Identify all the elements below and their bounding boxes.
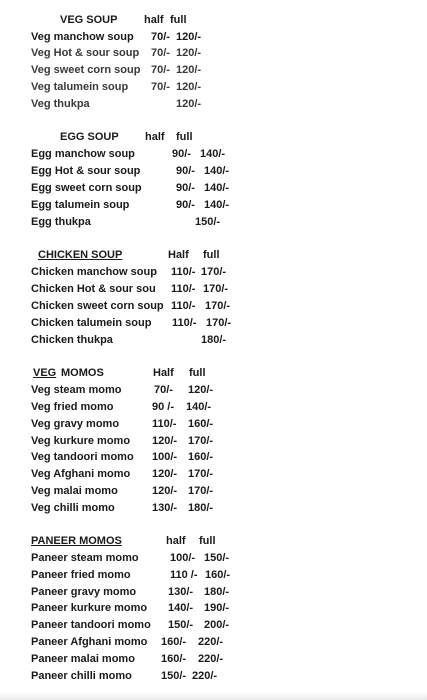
item-name: Egg manchow soup	[31, 148, 135, 160]
half-price: 140/-	[168, 602, 194, 614]
full-price: 180/-	[201, 334, 227, 346]
half-price: 90/-	[172, 148, 191, 160]
full-price: 120/-	[176, 47, 202, 59]
full-price: 180/-	[188, 502, 214, 514]
item-name: Veg manchow soup	[31, 31, 134, 43]
item-name: Paneer tandoori momo	[31, 619, 151, 631]
full-price: 140/-	[200, 148, 226, 160]
half-price: 100/-	[170, 552, 196, 564]
full-price: 140/-	[204, 165, 230, 177]
full-price: 120/-	[176, 98, 202, 110]
full-price: 150/-	[195, 216, 221, 228]
full-column-header: full	[189, 367, 206, 379]
section-title-word: VEG	[33, 367, 57, 379]
half-price: 160/-	[161, 636, 187, 648]
item-name: Veg Afghani momo	[31, 468, 131, 480]
full-price: 180/-	[204, 586, 230, 598]
half-column-header: half	[144, 14, 164, 26]
half-price: 120/-	[152, 468, 178, 480]
half-price: 100/-	[152, 451, 178, 463]
item-name: Paneer malai momo	[31, 653, 135, 665]
full-column-header: full	[170, 14, 187, 26]
half-price: 70/-	[151, 47, 170, 59]
item-name: Paneer Afghani momo	[31, 636, 148, 648]
item-name: Chicken thukpa	[31, 334, 113, 346]
item-name: Paneer kurkure momo	[31, 602, 148, 614]
full-column-header: full	[203, 249, 220, 261]
item-name: Veg malai momo	[31, 485, 118, 497]
item-name: Veg fried momo	[31, 401, 114, 413]
item-name: Chicken manchow soup	[31, 266, 157, 278]
half-price: 70/-	[151, 31, 170, 43]
item-name: Veg sweet corn soup	[31, 64, 141, 76]
item-name: Egg talumein soup	[31, 199, 130, 211]
item-name: Paneer fried momo	[31, 569, 131, 581]
half-price: 90/-	[176, 199, 195, 211]
item-name: Egg thukpa	[31, 216, 91, 228]
section-title: PANEER MOMOS	[31, 535, 122, 547]
section-title: EGG SOUP	[60, 131, 119, 143]
item-name: Paneer steam momo	[31, 552, 139, 564]
full-price: 220/-	[198, 636, 224, 648]
half-price: 70/-	[151, 64, 170, 76]
full-price: 170/-	[188, 468, 214, 480]
half-price: 110/-	[171, 300, 196, 312]
half-price: 110/-	[172, 317, 197, 329]
half-price: 90/-	[176, 165, 195, 177]
item-name: Egg Hot & sour soup	[31, 165, 141, 177]
full-price: 170/-	[201, 266, 227, 278]
half-price: 130/-	[168, 586, 194, 598]
full-price: 170/-	[205, 300, 231, 312]
item-name: Paneer gravy momo	[31, 586, 137, 598]
half-price: 150/-	[161, 670, 187, 682]
section-title-word: MOMOS	[61, 367, 104, 379]
full-price: 160/-	[188, 451, 214, 463]
item-name: Veg tandoori momo	[31, 451, 134, 463]
full-price: 200/-	[204, 619, 230, 631]
full-price: 120/-	[176, 31, 202, 43]
full-price: 220/-	[198, 653, 224, 665]
half-price: 70/-	[154, 384, 173, 396]
section-title: VEG SOUP	[60, 14, 118, 26]
item-name: Veg talumein soup	[31, 81, 129, 93]
item-name: Veg thukpa	[31, 98, 90, 110]
item-name: Veg gravy momo	[31, 418, 120, 430]
full-price: 140/-	[204, 199, 230, 211]
half-price: 90/-	[176, 182, 195, 194]
half-price: 90 /-	[152, 401, 175, 413]
half-price: 150/-	[168, 619, 194, 631]
item-name: Chicken Hot & sour sou	[31, 283, 156, 295]
full-price: 160/-	[205, 569, 231, 581]
half-column-header: Half	[153, 367, 174, 379]
full-price: 170/-	[188, 485, 214, 497]
half-price: 110 /-	[170, 569, 198, 581]
item-name: Veg chilli momo	[31, 502, 115, 514]
half-price: 160/-	[161, 653, 187, 665]
half-price: 70/-	[151, 81, 170, 93]
half-column-header: half	[145, 131, 165, 143]
half-price: 110/-	[152, 418, 177, 430]
full-column-header: full	[199, 535, 216, 547]
half-column-header: Half	[168, 249, 189, 261]
full-price: 120/-	[176, 64, 202, 76]
half-column-header: half	[166, 535, 186, 547]
half-price: 120/-	[152, 435, 178, 447]
full-price: 120/-	[188, 384, 214, 396]
full-price: 170/-	[203, 283, 229, 295]
full-price: 170/-	[206, 317, 232, 329]
full-price: 170/-	[188, 435, 214, 447]
full-price: 220/-	[192, 670, 218, 682]
item-name: Veg steam momo	[31, 384, 122, 396]
page-bottom-edge	[0, 692, 427, 700]
full-price: 140/-	[186, 401, 212, 413]
half-price: 120/-	[152, 485, 178, 497]
section-title: CHICKEN SOUP	[38, 249, 123, 261]
item-name: Chicken talumein soup	[31, 317, 152, 329]
full-price: 160/-	[188, 418, 214, 430]
item-name: Egg sweet corn soup	[31, 182, 142, 194]
half-price: 110/-	[171, 283, 196, 295]
item-name: Chicken sweet corn soup	[31, 300, 164, 312]
item-name: Veg Hot & sour soup	[31, 47, 140, 59]
full-price: 140/-	[204, 182, 230, 194]
half-price: 130/-	[152, 502, 178, 514]
half-price: 110/-	[171, 266, 196, 278]
item-name: Paneer chilli momo	[31, 670, 132, 682]
full-column-header: full	[176, 131, 193, 143]
item-name: Veg kurkure momo	[31, 435, 131, 447]
full-price: 190/-	[204, 602, 230, 614]
full-price: 120/-	[176, 81, 202, 93]
full-price: 150/-	[204, 552, 230, 564]
